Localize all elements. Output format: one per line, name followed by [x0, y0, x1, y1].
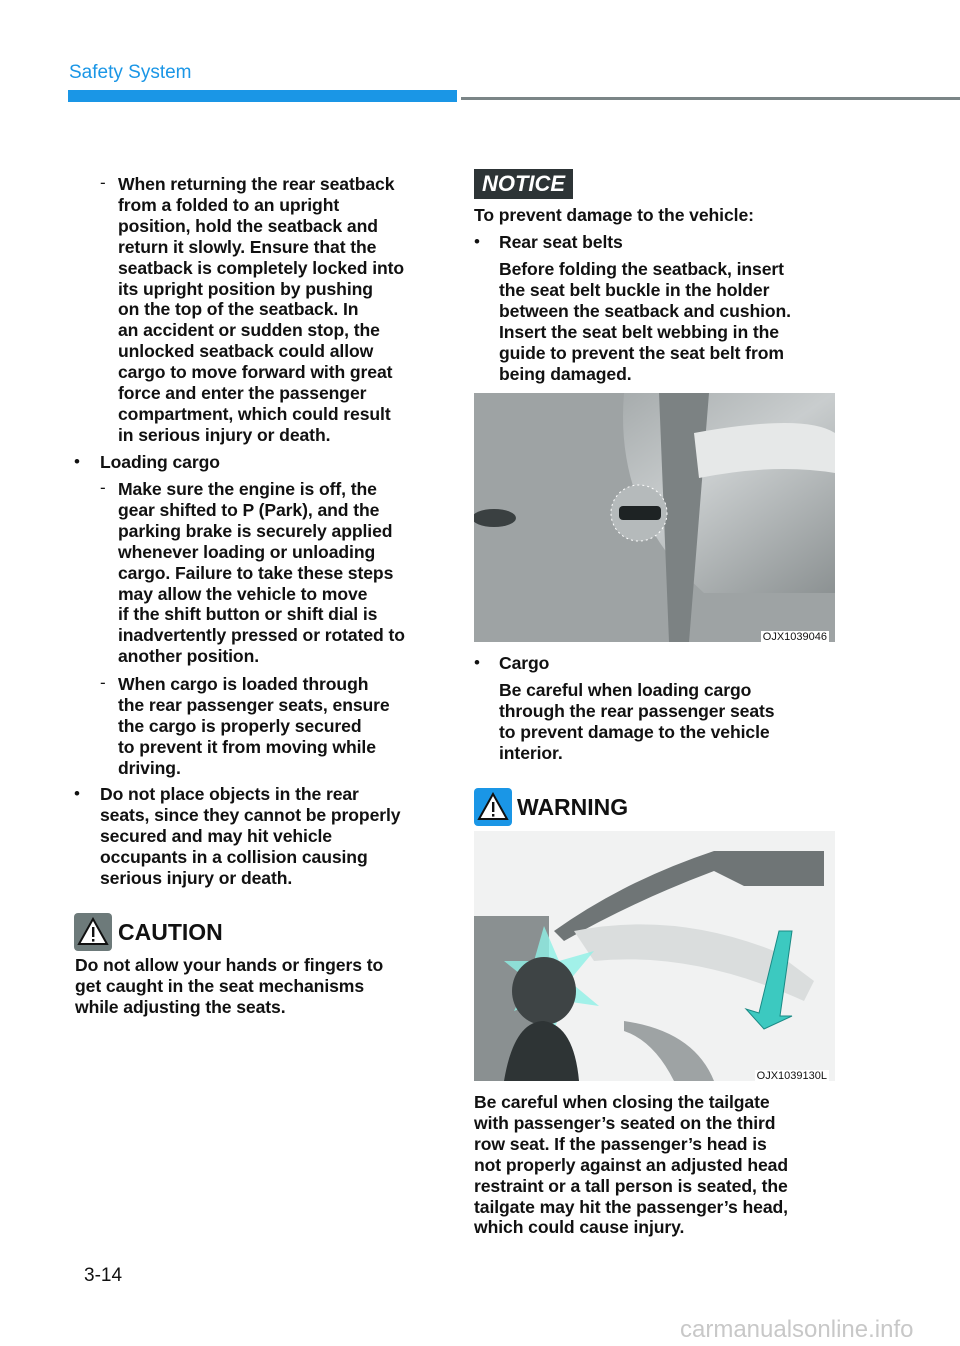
dash-marker: -: [100, 673, 106, 692]
cargo-secured-text: When cargo is loaded through the rear passenger seats, ensure the cargo is properly secured to prevent it from moving while driving.: [118, 674, 390, 778]
cargo-text: Be careful when loading cargo through the rear passenger seats to prevent damage to the vehicle interior.: [499, 680, 775, 763]
notice-intro: To prevent damage to the vehicle:: [474, 205, 754, 225]
warning-icon: [474, 788, 512, 826]
header-rule: [461, 97, 960, 100]
rear-seat-belts-text: Before folding the seatback, insert the seat belt buckle in the holder between the seatback and cushion. Insert the seat belt webbing in the guide to prevent the seat belt from being damaged.: [499, 259, 791, 384]
engine-off-text: Make sure the engine is off, the gear shifted to P (Park), and the parking brake is securely applied whenever loading or unloading cargo. Failure to take these steps may allow the vehicle to move if the shift button or shift dial is inadvertently pressed or rotated to another position.: [118, 479, 405, 667]
image-code: OJX1039130L: [756, 1070, 827, 1081]
no-objects-text: Do not place objects in the rear seats, since they cannot be properly secured and may hit vehicle occupants in a collision causing serious injury or death.: [100, 784, 401, 888]
cargo-heading: Cargo: [499, 653, 550, 673]
notice-badge: NOTICE: [474, 169, 573, 199]
bullet-marker: •: [74, 784, 80, 803]
warning-heading: [474, 788, 628, 826]
rear-seat-belts-heading: Rear seat belts: [499, 232, 623, 252]
warning-text: Be careful when closing the tailgate with passenger’s seated on the third row seat. If the passenger’s head is not properly against an adjusted head restraint or a tall person is seated, the tailgate may hit the passenger’s head, which could cause injury.: [474, 1092, 789, 1238]
warning-title: WARNING: [517, 793, 629, 820]
loading-cargo-heading: Loading cargo: [100, 452, 220, 472]
header-accent-bar: [68, 90, 457, 102]
bullet-marker: •: [474, 232, 480, 251]
dash-marker: -: [100, 173, 106, 192]
caution-icon: [74, 913, 112, 951]
seat-belt-holder-image: [474, 393, 835, 642]
bullet-marker: •: [474, 653, 480, 672]
seatback-return-text: When returning the rear seatback from a folded to an upright position, hold the seatback and return it slowly. Ensure that the seatback is completely locked into its upright position by pushing on the top of the seatback. In an accident or sudden stop, the unlocked seatback could allow cargo to move forward with great force and enter the passenger compartment, which could result in serious injury or death.: [118, 174, 405, 445]
caution-title: CAUTION: [118, 918, 223, 945]
page-number: 3-14: [84, 1265, 123, 1286]
image-code: OJX1039046: [762, 631, 827, 642]
watermark: carmanualsonline.info: [680, 1316, 914, 1343]
caution-text: Do not allow your hands or fingers to get caught in the seat mechanisms while adjusting the seats.: [75, 955, 384, 1017]
bullet-marker: •: [74, 452, 80, 471]
section-title: Safety System: [69, 62, 192, 83]
dash-marker: -: [100, 478, 106, 497]
caution-heading: [74, 913, 223, 951]
tailgate-warning-image: [474, 831, 835, 1081]
